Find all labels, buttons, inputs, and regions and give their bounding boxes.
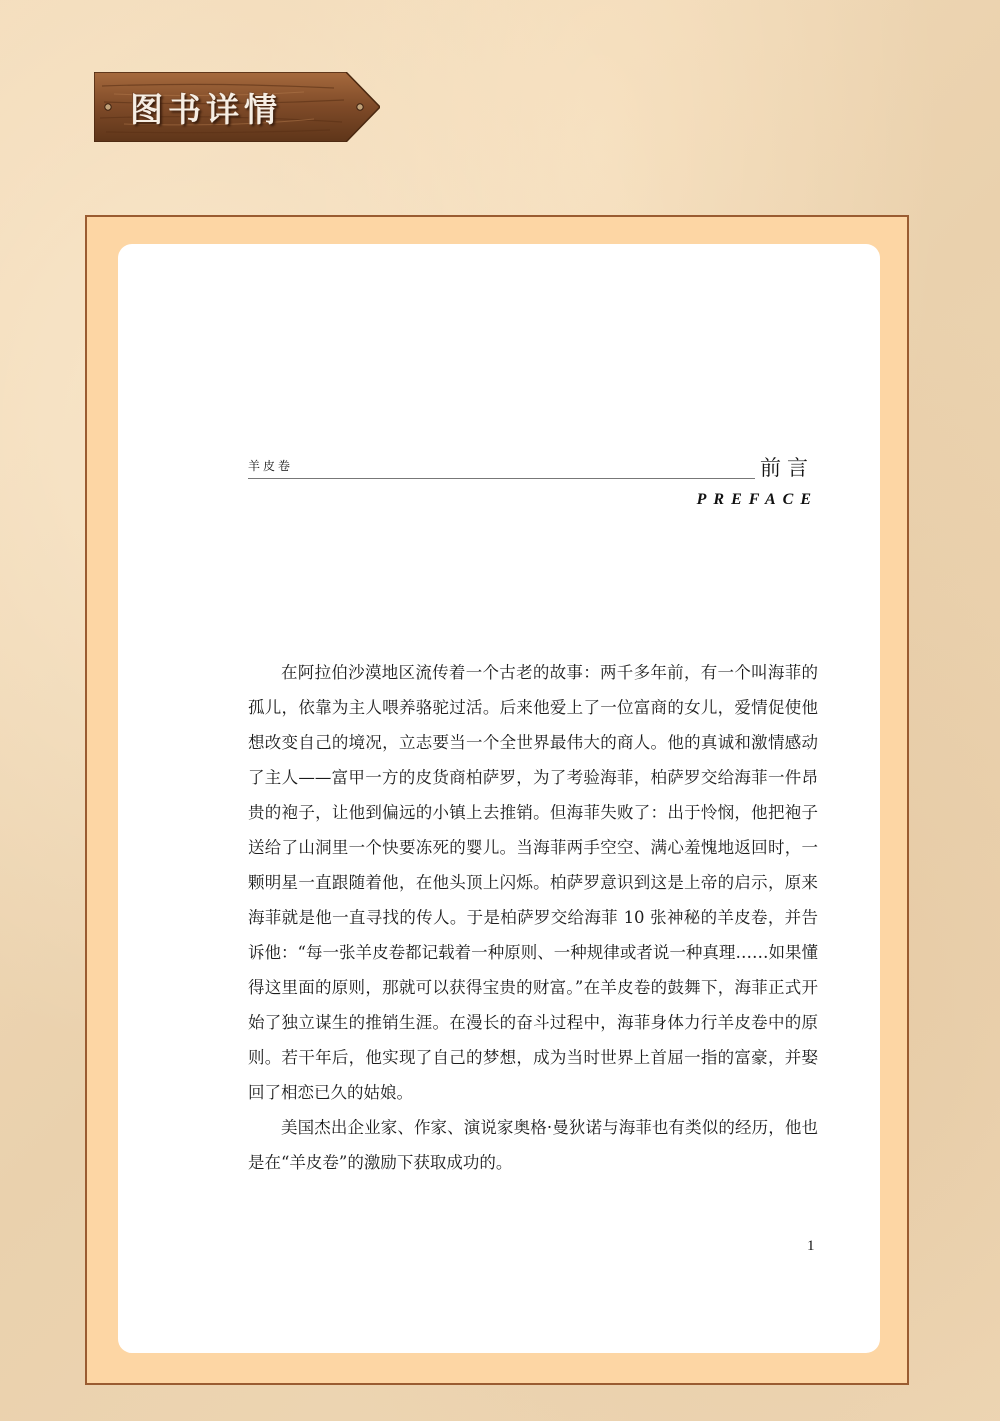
paragraph: 在阿拉伯沙漠地区流传着一个古老的故事：两千多年前，有一个叫海菲的孤儿，依靠为主人喂养骆驼过活。后来他爱上了一位富商的女儿，爱情促使他想改变自己的境况，立志要当一个全世界最伟大的商人。他的真诚和激情感动了主人——富甲一方的皮货商柏萨罗，为了考验海菲，柏萨罗交给海菲一件昂贵的袍子，让他到偏远的小镇上去推销。但海菲失败了：出于怜悯，他把袍子送给了山洞里一个快要冻死的婴儿。当海菲两手空空、满心羞愧地返回时，一颗明星一直跟随着他，在他头顶上闪烁。柏萨罗意识到这是上帝的启示，原来海菲就是他一直寻找的传人。于是柏萨罗交给海菲 10 张神秘的羊皮卷，并告诉他：“每一张羊皮卷都记载着一种原则、一种规律或者说一种真理……如果懂得这里面的原则，那就可以获得宝贵的财富。”在羊皮卷的鼓舞下，海菲正式开始了独立谋生的推销生涯。在漫长的奋斗过程中，海菲身体力行羊皮卷中的原则。若干年后，他实现了自己的梦想，成为当时世界上首屈一指的富豪，并娶回了相恋已久的姑娘。: [248, 663, 818, 1102]
preface-body: [248, 655, 818, 1180]
header-divider: [248, 478, 755, 479]
running-header-book-title: 羊皮卷: [248, 459, 294, 473]
chapter-subtitle: PREFACE: [696, 491, 818, 508]
chapter-title: 前言: [760, 456, 814, 480]
page-number: 1: [807, 1238, 815, 1254]
paragraph: 美国杰出企业家、作家、演说家奥格·曼狄诺与海菲也有类似的经历，他也是在“羊皮卷”的激励下获取成功的。: [248, 1118, 818, 1172]
banner-title: 图书详情: [130, 90, 282, 129]
book-details-banner: [94, 72, 380, 142]
